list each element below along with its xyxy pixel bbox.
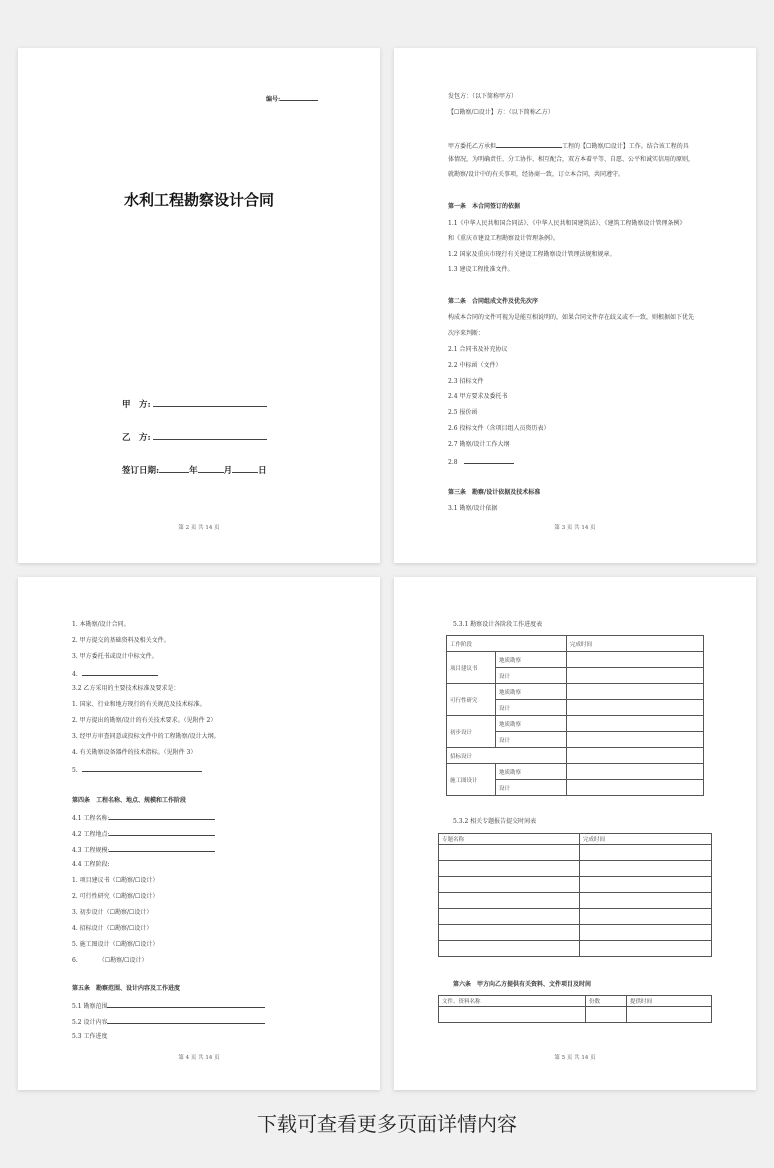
section-heading: 5.3.1 勘察设计各阶段工作进度表 <box>453 621 543 628</box>
table-cell: 地质勘察 <box>496 716 567 732</box>
intro-line: 就勘察/设计中的有关事项，经协商一致，订立本合同，共同遵守。 <box>448 171 625 178</box>
list-item: 2.6 投标文件（含项目组人员资历表） <box>448 425 550 432</box>
article-1-title: 第一条 本合同签订的依据 <box>448 203 521 210</box>
party-a-label: 甲 方: <box>122 400 151 410</box>
table-row <box>439 834 712 845</box>
topic-report-table <box>438 833 712 957</box>
table-cell: 初步设计 <box>447 716 496 748</box>
sign-date-field: 签订日期: 年 月 日 <box>122 466 267 476</box>
table-row <box>439 893 712 909</box>
table-cell: 招标设计 <box>447 748 567 764</box>
article-5-title: 第五条 勘察范围、设计内容及工作进度 <box>72 985 181 992</box>
download-more-banner[interactable]: 下载可查看更多页面详情内容 <box>257 1112 517 1136</box>
field-project-scale: 4.3 工程规模: <box>72 845 215 855</box>
table-row <box>447 636 704 652</box>
list-item: 2.1 合同书及补充协议 <box>448 346 508 353</box>
table-row <box>447 716 704 732</box>
list-item-blank: 4. <box>72 669 158 679</box>
list-item: 2. 甲方提出的勘察/设计的有关技术要求。（见附件 2） <box>72 717 217 724</box>
list-item: 1. 项目建议书（☐勘察/☐设计） <box>72 877 159 884</box>
contract-page-5 <box>394 577 756 1090</box>
table-cell: 地质勘察 <box>496 684 567 700</box>
article-6-title: 第六条 甲方向乙方提供有关资料、文件项目及时间 <box>453 981 592 988</box>
article-2-title: 第二条 合同组成文件及优先次序 <box>448 298 539 305</box>
list-item: 6. （☐勘察/☐设计） <box>72 957 148 964</box>
list-item: 4. 有关勘察设备器件的技术指标。（见附件 3） <box>72 749 197 756</box>
list-item: 3.1 勘察/设计依据 <box>448 505 498 512</box>
list-item: 2.4 甲方要求及委托书 <box>448 393 508 400</box>
list-item: 1.3 建设工程批准文件。 <box>448 266 514 273</box>
table-row <box>439 909 712 925</box>
list-item: 2.5 报价函 <box>448 409 478 416</box>
table-cell: 设计 <box>496 780 567 796</box>
page-footer: 第 2 页 共 14 页 <box>178 525 220 531</box>
contract-page-3 <box>394 48 756 563</box>
list-item: 2.7 勘察/设计工作大纲 <box>448 441 510 448</box>
table-cell: 可行性研究 <box>447 684 496 716</box>
table-row <box>447 652 704 668</box>
table-cell: 项目建议书 <box>447 652 496 684</box>
list-item: 1.2 国家及重庆市现行有关建设工程勘察设计管理法规和规章。 <box>448 251 616 258</box>
section-heading: 4.4 工程阶段: <box>72 861 110 868</box>
table-row <box>447 764 704 780</box>
table-cell: 设计 <box>496 700 567 716</box>
contract-page-4 <box>18 577 380 1090</box>
table-header: 份数 <box>586 996 627 1007</box>
section-heading: 3.2 乙方采用的主要技术标准及要求是： <box>72 685 180 692</box>
table-row <box>439 877 712 893</box>
table-row <box>447 684 704 700</box>
intro-line: 甲方委托乙方承担 工程的【☐勘察/☐设计】工作。结合该工程的具 <box>448 143 689 150</box>
article-4-title: 第四条 工程名称、地点、规模和工作阶段 <box>72 797 187 804</box>
section-heading: 5.3.2 相关专题报告提交时间表 <box>453 818 537 825</box>
list-item-blank: 5. <box>72 765 202 775</box>
list-item: 1. 本勘察/设计合同。 <box>72 621 130 628</box>
list-item: 2. 甲方提交的基础资料及相关文件。 <box>72 637 170 644</box>
table-cell: 设计 <box>496 668 567 684</box>
table-row <box>439 1007 712 1023</box>
contract-number-label: 编号: <box>266 96 281 103</box>
field-project-location: 4.2 工程地点: <box>72 829 215 839</box>
list-item-blank: 2.8 <box>448 457 514 467</box>
article-3-title: 第三条 勘察/设计依据及技术标准 <box>448 489 541 496</box>
text-line: 次序来判断： <box>448 330 485 337</box>
list-item: 3. 初步设计（☐勘察/☐设计） <box>72 909 153 916</box>
page-footer: 第 3 页 共 14 页 <box>554 525 596 531</box>
section-heading: 5.3 工作进度 <box>72 1033 108 1040</box>
document-title: 水利工程勘察设计合同 <box>123 191 274 209</box>
sign-date-label: 签订日期: <box>122 466 160 476</box>
table-row <box>439 861 712 877</box>
table-cell: 设计 <box>496 732 567 748</box>
list-item: 2.3 招标文件 <box>448 378 484 385</box>
list-item: 2.2 中标函（文件） <box>448 362 502 369</box>
table-header: 提供时间 <box>627 996 712 1007</box>
contract-number <box>266 94 318 103</box>
party-b-field <box>122 431 267 443</box>
field-survey-scope: 5.1 勘察范围 <box>72 1001 265 1011</box>
intro-line: 体情况，为明确责任、分工协作、相互配合，双方本着平等、自愿、公平和诚实信用的原则， <box>448 156 695 163</box>
table-row <box>439 845 712 861</box>
list-item: 3. 经甲方审查同意或投标文件中的工程勘察/设计大纲。 <box>72 733 220 740</box>
list-item: 2. 可行性研究（☐勘察/☐设计） <box>72 893 159 900</box>
table-row <box>439 996 712 1007</box>
list-item: 3. 甲方委托书或设计中标文件。 <box>72 653 158 660</box>
text-line: 构成本合同的文件可视为是能互相说明的，如果合同文件存在歧义或不一致，则根据如下优先 <box>448 314 695 321</box>
list-item: 4. 招标设计（☐勘察/☐设计） <box>72 925 153 932</box>
table-header: 完成时间 <box>580 834 712 845</box>
list-item: 和《重庆市建设工程勘察设计管理条例》。 <box>448 235 560 242</box>
table-cell: 地质勘察 <box>496 652 567 668</box>
contract-cover-page <box>18 48 380 563</box>
table-header: 专题名称 <box>439 834 580 845</box>
table-row <box>447 748 704 764</box>
list-item: 1.1《中华人民共和国合同法》、《中华人民共和国建筑法》、《建筑工程勘察设计管理条例》 <box>448 220 686 227</box>
party-b-label: 乙 方: <box>122 433 151 443</box>
page-footer: 第 4 页 共 14 页 <box>178 1055 220 1061</box>
table-header: 完成时间 <box>567 636 704 652</box>
stage-schedule-table <box>446 635 704 796</box>
field-design-content: 5.2 设计内容 <box>72 1017 265 1027</box>
table-cell: 施工图设计 <box>447 764 496 796</box>
document-provision-table <box>438 995 712 1023</box>
text-line: 【☐勘察/☐设计】方：（以下简称乙方） <box>448 109 554 116</box>
table-cell: 地质勘察 <box>496 764 567 780</box>
field-project-name: 4.1 工程名称: <box>72 813 215 823</box>
table-header: 文件、资料名称 <box>439 996 586 1007</box>
text-line: 发包方：（以下简称甲方） <box>448 93 518 100</box>
table-header: 工作阶段 <box>447 636 567 652</box>
list-item: 1. 国家、行业和地方现行的有关规范及技术标准。 <box>72 701 206 708</box>
page-footer: 第 5 页 共 14 页 <box>554 1055 596 1061</box>
table-row <box>439 941 712 957</box>
party-a-field <box>122 398 267 410</box>
list-item: 5. 施工图设计（☐勘察/☐设计） <box>72 941 159 948</box>
table-row <box>439 925 712 941</box>
